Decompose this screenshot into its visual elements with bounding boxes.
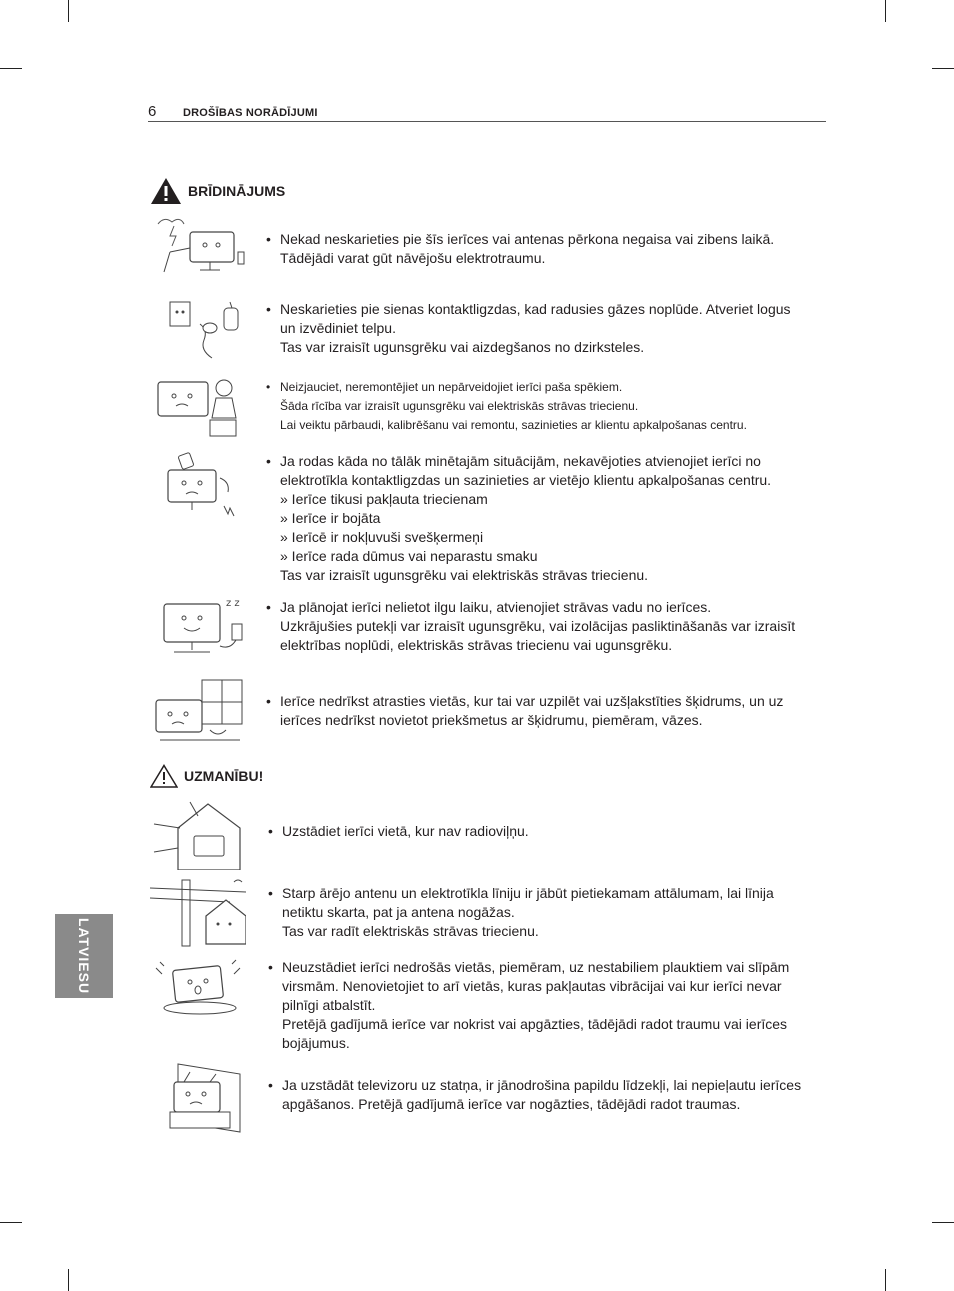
caution-item-text	[268, 958, 818, 1053]
warning-heading-text: BRĪDINĀJUMS	[188, 183, 286, 199]
text-line: elektrotīkla kontaktligzdas un sazinieties ar vietējo klientu apkalpošanas centru.	[280, 472, 772, 488]
crop-mark	[932, 68, 954, 69]
text-line: elektrības noplūdi, elektriskās strāvas triecienu vai ugunsgrēku.	[280, 637, 673, 653]
text-line: ierīces nedrīkst novietot priekšmetus ar šķidrumu, piemēram, vāzes.	[280, 712, 703, 728]
text-line: netiktu skarta, pat ja antena nogāžas.	[282, 904, 515, 920]
text-line: • Uzstādiet ierīci vietā, kur nav radioviļņu.	[282, 823, 529, 839]
svg-text:z z: z z	[226, 598, 240, 609]
warning-bullet	[266, 300, 816, 357]
gas-leak-outlet-illustration	[150, 294, 246, 366]
text-line: Tas var izraisīt ugunsgrēku vai aizdegšanos no dzirksteles.	[280, 339, 645, 355]
text-line: bojājumus.	[282, 1035, 350, 1051]
warning-bullet	[266, 378, 816, 435]
warning-bullet	[266, 598, 816, 655]
lightning-antenna-tv-illustration	[150, 212, 246, 284]
stand-secured-tv-illustration	[150, 1062, 246, 1134]
text-line: • Neizjauciet, neremontējiet un nepārveidojiet ierīci paša spēkiem.	[280, 380, 623, 394]
crop-mark	[68, 1269, 69, 1291]
text-line: » Ierīce rada dūmus vai neparastu smaku	[280, 548, 538, 564]
warning-bullet	[266, 692, 816, 730]
text-line: Uzkrājušies putekļi var izraisīt ugunsgrēku, vai izolācijas pasliktināšanās var izraisīt	[280, 618, 796, 634]
text-line: • Ja plānojat ierīci nelietot ilgu laiku, atvienojiet strāvas vadu no ierīces.	[280, 599, 712, 615]
crop-mark	[885, 1269, 886, 1291]
text-line: Pretējā gadījumā ierīce var nokrist vai apgāzties, tādējādi radot traumu vai ierīces	[282, 1016, 788, 1032]
text-line: Šāda rīcība var izraisīt ugunsgrēku vai elektriskās strāvas triecienu.	[280, 399, 639, 413]
warning-item-text	[266, 692, 816, 730]
warning-item-text	[266, 300, 816, 357]
text-line: Tādējādi varat gūt nāvējošu elektrotraumu.	[280, 250, 546, 266]
text-line: Tas var izraisīt ugunsgrēku vai elektriskās strāvas triecienu.	[280, 567, 649, 583]
warning-item-text	[266, 230, 816, 268]
caution-heading	[150, 764, 263, 788]
caution-bullet	[268, 822, 818, 841]
liquid-near-tv-illustration	[150, 676, 246, 748]
antenna-power-line-illustration	[150, 876, 246, 948]
crop-mark	[0, 1222, 22, 1223]
caution-bullet	[268, 884, 818, 941]
text-line: pilnīgi atbalstīt.	[282, 997, 376, 1013]
caution-item-text	[268, 884, 818, 941]
warning-item-text	[266, 452, 816, 585]
warning-triangle-icon	[150, 177, 182, 205]
text-line: • Neskarieties pie sienas kontaktligzdas, kad radusies gāzes noplūde. Atveriet logus	[280, 301, 791, 317]
text-line: » Ierīce ir bojāta	[280, 510, 381, 526]
text-line: • Nekad neskarieties pie šīs ierīces vai antenas pērkona negaisa vai zibens laikā.	[280, 231, 775, 247]
warning-bullet	[266, 452, 816, 585]
text-line: • Starp ārējo antenu un elektrotīkla līniju ir jābūt pietiekamam attālumam, lai līnija	[282, 885, 774, 901]
caution-item-text	[268, 1076, 818, 1114]
text-line: » Ierīce tikusi pakļauta triecienam	[280, 491, 488, 507]
unplug-tv-illustration	[150, 590, 246, 662]
text-line: Lai veiktu pārbaudi, kalibrēšanu vai remontu, sazinieties ar klientu apkalpošanas centru.	[280, 418, 747, 432]
caution-heading-text: UZMANĪBU!	[184, 768, 264, 784]
language-side-tab	[55, 914, 113, 998]
text-line: Tas var radīt elektriskās strāvas triecienu.	[282, 923, 539, 939]
warning-item-text	[266, 378, 816, 435]
text-line: » Ierīcē ir nokļuvuši svešķermeņi	[280, 529, 484, 545]
unstable-surface-tv-illustration	[150, 954, 246, 1026]
caution-bullet	[268, 958, 818, 1053]
page-number: 6	[148, 103, 157, 120]
text-line: • Ja rodas kāda no tālāk minētajām situācijām, nekavējoties atvienojiet ierīci no	[280, 453, 761, 469]
crop-mark	[932, 1222, 954, 1223]
radio-waves-house-illustration	[150, 798, 246, 870]
damaged-tv-illustration	[150, 448, 246, 520]
caution-bullet	[268, 1076, 818, 1114]
text-line: apgāšanos. Pretējā gadījumā ierīce var nogāzties, tādējādi radot traumas.	[282, 1096, 741, 1112]
warning-bullet	[266, 230, 816, 268]
crop-mark	[68, 0, 69, 22]
text-line: • Neuzstādiet ierīci nedrošās vietās, piemēram, uz nestabiliem plauktiem vai slīpām	[282, 959, 790, 975]
language-side-tab-label: LATVIESU	[76, 917, 92, 995]
text-line: virsmām. Nenovietojiet to arī vietās, kuras pakļautas vibrācijai vai kur ierīci nevar	[282, 978, 782, 994]
crop-mark	[885, 0, 886, 22]
warning-item-text	[266, 598, 816, 655]
text-line: • Ierīce nedrīkst atrasties vietās, kur tai var uzpilēt vai uzšļakstīties šķidrums, un uz	[280, 693, 784, 709]
repair-tv-illustration	[150, 372, 246, 444]
text-line: un izvēdiniet telpu.	[280, 320, 396, 336]
header-rule	[148, 121, 826, 122]
caution-item-text	[268, 822, 818, 841]
warning-heading	[150, 177, 285, 205]
page-header-title: DROŠĪBAS NORĀDĪJUMI	[183, 107, 318, 119]
caution-triangle-icon	[150, 764, 178, 788]
crop-mark	[0, 68, 22, 69]
text-line: • Ja uzstādāt televizoru uz statņa, ir jānodrošina papildu līdzekļi, lai nepieļautu ierīces	[282, 1077, 802, 1093]
